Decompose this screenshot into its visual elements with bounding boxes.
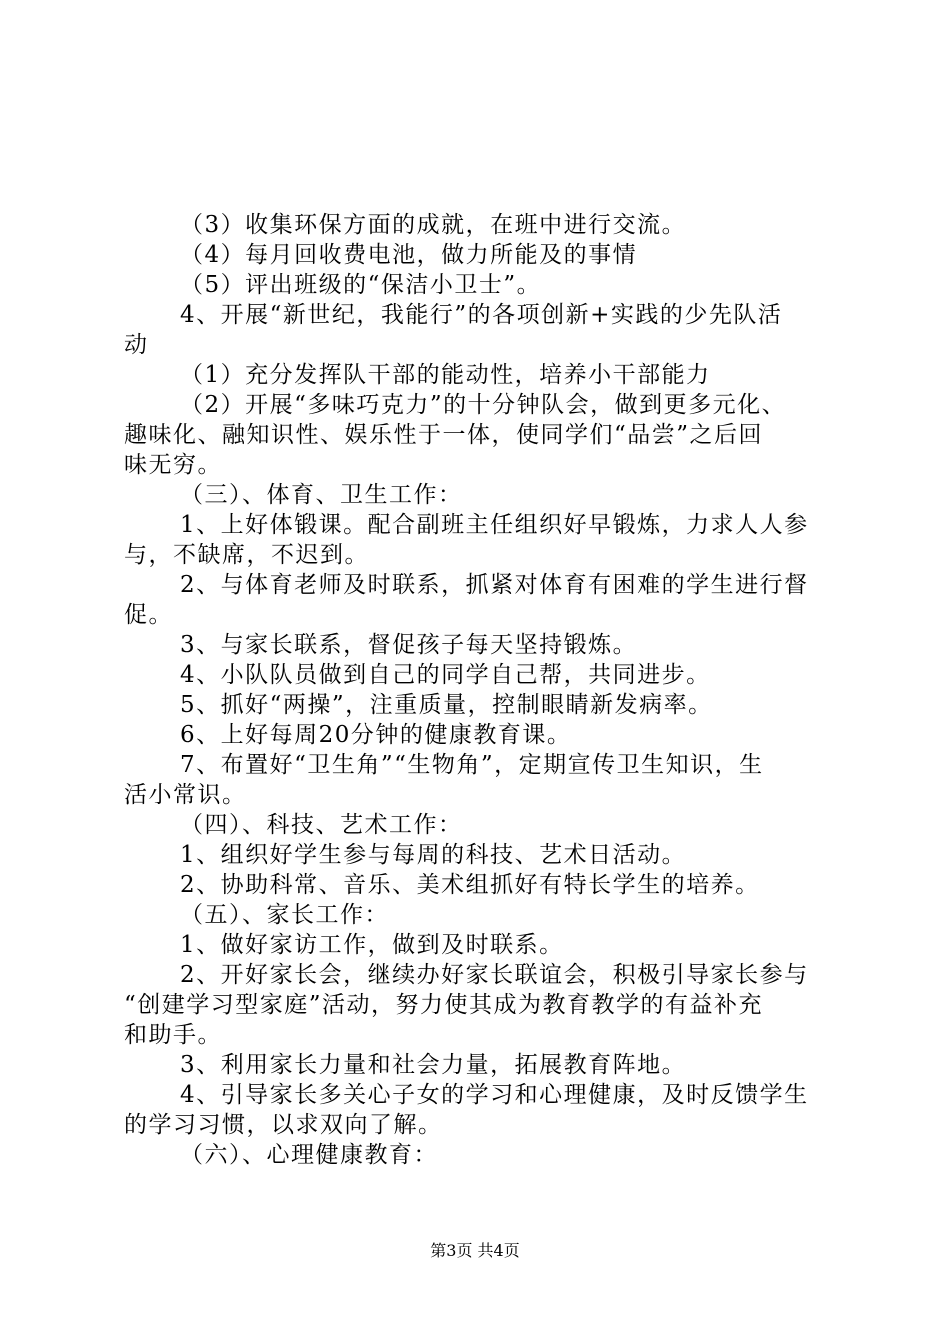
section-heading: （三）、体育、卫生工作： xyxy=(180,482,463,508)
text-line: 1、组织好学生参与每周的科技、艺术日活动。 xyxy=(180,842,687,868)
text-line: 与，不缺席，不迟到。 xyxy=(124,542,369,568)
text-line: 动 xyxy=(124,332,149,358)
text-line: 5、抓好“两操”，注重质量，控制眼睛新发病率。 xyxy=(180,692,713,718)
text-line: 3、利用家长力量和社会力量，拓展教育阵地。 xyxy=(180,1052,687,1078)
text-line: 的学习习惯，以求双向了解。 xyxy=(124,1112,443,1138)
text-line: “创建学习型家庭”活动，努力使其成为教育教学的有益补充 xyxy=(124,992,764,1018)
text-line: 活小常识。 xyxy=(124,782,247,808)
text-line: 2、与体育老师及时联系，抓紧对体育有困难的学生进行督 xyxy=(180,572,809,598)
text-line: 4、小队队员做到自己的同学自己帮，共同进步。 xyxy=(180,662,711,688)
text-line: （2）开展“多味巧克力”的十分钟队会，做到更多元化、 xyxy=(180,392,787,418)
text-line: 和助手。 xyxy=(124,1022,222,1048)
text-line: 3、与家长联系，督促孩子每天坚持锻炼。 xyxy=(180,632,638,658)
text-line: 1、做好家访工作，做到及时联系。 xyxy=(180,932,564,958)
text-line: （5）评出班级的“保洁小卫士”。 xyxy=(180,272,542,298)
text-line: 促。 xyxy=(124,602,173,628)
section-heading: （四）、科技、艺术工作： xyxy=(180,812,463,838)
text-line: 1、上好体锻课。配合副班主任组织好早锻炼，力求人人参 xyxy=(180,512,809,538)
text-line: 4、开展“新世纪，我能行”的各项创新+实践的少先队活 xyxy=(180,302,783,328)
page-number-footer: 第3页 共4页 xyxy=(430,1241,520,1260)
text-line: 2、协助科常、音乐、美术组抓好有特长学生的培养。 xyxy=(180,872,760,898)
section-heading: （六）、心理健康教育： xyxy=(180,1142,438,1168)
text-line: 6、上好每周20分钟的健康教育课。 xyxy=(180,722,572,748)
text-line: （1）充分发挥队干部的能动性，培养小干部能力 xyxy=(180,362,711,388)
text-line: 2、开好家长会，继续办好家长联谊会，积极引导家长参与 xyxy=(180,962,809,988)
text-line: 味无穷。 xyxy=(124,452,222,478)
section-heading: （五）、家长工作： xyxy=(180,902,389,928)
text-line: 趣味化、融知识性、娱乐性于一体，使同学们“品尝”之后回 xyxy=(124,422,764,448)
text-line: 7、布置好“卫生角”“生物角”，定期宣传卫生知识，生 xyxy=(180,752,764,778)
text-line: 4、引导家长多关心子女的学习和心理健康，及时反馈学生 xyxy=(180,1082,809,1108)
text-line: （4）每月回收费电池，做力所能及的事情 xyxy=(180,242,638,268)
text-line: （3）收集环保方面的成就，在班中进行交流。 xyxy=(180,212,687,238)
